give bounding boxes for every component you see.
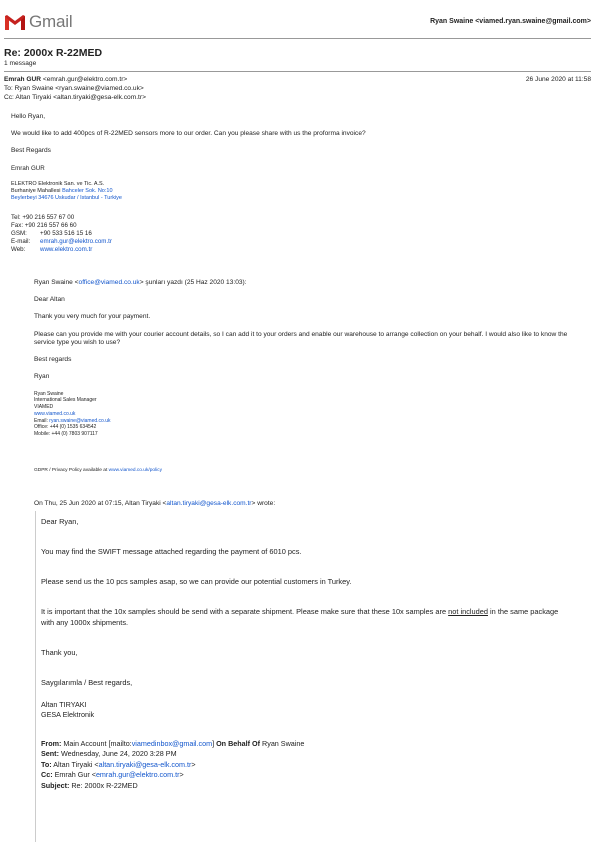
quoted-reply — [34, 279, 590, 474]
signature-company: ELEKTRO Elektronik San. ve Tic. A.S. — [11, 180, 105, 187]
meta-cc: Cc: Emrah Gur <emrah.gur@elektro.com.tr> — [41, 770, 184, 780]
email-link[interactable]: emrah.gur@elektro.com.tr — [40, 238, 112, 246]
quote-attribution: Ryan Swaine <office@viamed.co.uk> şunları yazdı (25 Haz 2020 13:03): — [34, 279, 247, 286]
email: E-mail: emrah.gur@elektro.com.tr — [11, 238, 112, 246]
message-count: 1 message — [4, 60, 37, 67]
gmail-envelope-icon — [4, 14, 26, 30]
tel: Tel: +90 216 557 67 00 — [11, 214, 75, 222]
quote2-paragraph-2: Please send us the 10 pcs samples asap, so we can provide our potential customers in Turkey. — [41, 576, 352, 586]
fax: Fax: +90 216 557 66 60 — [11, 222, 77, 230]
meta-from: From: Main Account [mailto:viamedinbox@gmail.com] On Behalf Of Ryan Swaine — [41, 738, 305, 748]
web: Web: www.elektro.com.tr — [11, 246, 93, 254]
quote2-paragraph-3: It is important that the 10x samples should be send with a separate shipment. Please make sure that these 10x samples are not included in the same package with any 1000x shipments. — [41, 606, 559, 628]
message-date: 26 June 2020 at 11:58 — [525, 76, 591, 83]
quote2-regards: Saygılarımla / Best regards, — [41, 678, 133, 688]
meta-cc-email-link[interactable]: emrah.gur@elektro.com.tr — [95, 770, 180, 780]
paragraph: We would like to add 400pcs of R-22MED sensors more to our order. Can you please share with us the proforma invoice? — [11, 130, 366, 138]
address-link[interactable]: Bahceler Sok. No:10 — [62, 187, 113, 194]
closing: Best Regards — [11, 147, 51, 155]
quote2-thanks: Thank you, — [41, 648, 78, 658]
quote-closing: Best regards — [34, 356, 72, 364]
quote2-greeting: Dear Ryan, — [41, 517, 79, 526]
gsm: GSM: +90 533 516 15 16 — [11, 230, 92, 238]
underlined-text: not included — [448, 606, 488, 616]
signature-web-link[interactable]: www.viamed.co.uk — [34, 410, 76, 417]
divider — [4, 71, 591, 72]
message-sender — [4, 76, 127, 84]
quote-signature: Ryan Swaine International Sales Manager VIAMED www.viamed.co.uk Email: ryan.swaine@viamed.co.uk Office: +44 (0) 1535 634542 Mobile: +44 (0) 7803 907117 — [34, 391, 590, 438]
signature-name: Emrah GUR — [11, 164, 45, 172]
thread-subject: Re: 2000x R-22MED — [4, 47, 103, 59]
message-cc: Cc: Altan Tiryaki <altan.tiryaki@gesa-elk.com.tr> — [4, 94, 146, 101]
meta-subject: Subject: Re: 2000x R-22MED — [41, 780, 138, 790]
account-email: Ryan Swaine <viamed.ryan.swaine@gmail.com> — [430, 18, 591, 25]
signature-address-1: Burhaniye Mahallesi Bahceler Sok. No:10 — [11, 187, 113, 194]
divider — [4, 38, 591, 39]
meta-to-email-link[interactable]: altan.tiryaki@gesa-elk.com.tr — [98, 759, 192, 769]
signature-email-link[interactable]: ryan.swaine@viamed.co.uk — [49, 417, 111, 424]
meta-from-email-link[interactable]: viamedinbox@gmail.com — [131, 738, 213, 748]
quote-paragraph-2: Please can you provide me with your courier account details, so I can add it to your orders and enable our warehouse to arrange collection on your behalf. I would also like to know the service type you wish to use? — [34, 330, 568, 346]
quote2-name: Altan TIRYAKI — [41, 699, 87, 709]
quote-paragraph-1: Thank you very much for your payment. — [34, 313, 151, 321]
quoted-message-2 — [41, 516, 561, 791]
quote2-paragraph-1: You may find the SWIFT message attached regarding the payment of 6010 pcs. — [41, 546, 302, 556]
quote2-company: GESA Elektronik — [41, 710, 95, 720]
greeting: Hello Ryan, — [11, 113, 46, 120]
address-link-2[interactable]: Beylerbeyi 34676 Uskudar / Istanbul - Turkiye — [11, 195, 122, 202]
gdpr-link[interactable]: www.viamed.co.uk/policy — [108, 467, 162, 473]
message-body — [11, 113, 586, 255]
gmail-header — [4, 11, 591, 33]
attribution-email-link-2[interactable]: altan.tiryaki@gesa-elk.com.tr — [166, 500, 252, 507]
gdpr-note: GDPR / Privacy Policy available at www.viamed.co.uk/policy — [34, 467, 162, 473]
sender-name: Emrah GUR — [4, 76, 42, 83]
forward-meta — [41, 739, 561, 791]
sender-email: <emrah.gur@elektro.com.tr> — [42, 76, 128, 83]
message-to: To: Ryan Swaine <ryan.swaine@viamed.co.uk> — [4, 85, 144, 92]
gmail-logo[interactable] — [4, 11, 72, 32]
quote-name: Ryan — [34, 373, 50, 381]
meta-sent: Sent: Wednesday, June 24, 2020 3:28 PM — [41, 749, 177, 759]
meta-to: To: Altan Tiryaki <altan.tiryaki@gesa-elk.com.tr> — [41, 759, 196, 769]
attribution-email-link[interactable]: office@viamed.co.uk — [78, 279, 140, 286]
gmail-wordmark: Gmail — [29, 12, 73, 31]
quote-attribution-2: On Thu, 25 Jun 2020 at 07:15, Altan Tiryaki <altan.tiryaki@gesa-elk.com.tr> wrote: — [34, 500, 276, 507]
contact-block — [11, 214, 586, 254]
quote-border — [35, 511, 36, 842]
signature-block — [11, 181, 586, 202]
web-link[interactable]: www.elektro.com.tr — [40, 246, 93, 254]
quote-greeting: Dear Altan — [34, 296, 65, 304]
